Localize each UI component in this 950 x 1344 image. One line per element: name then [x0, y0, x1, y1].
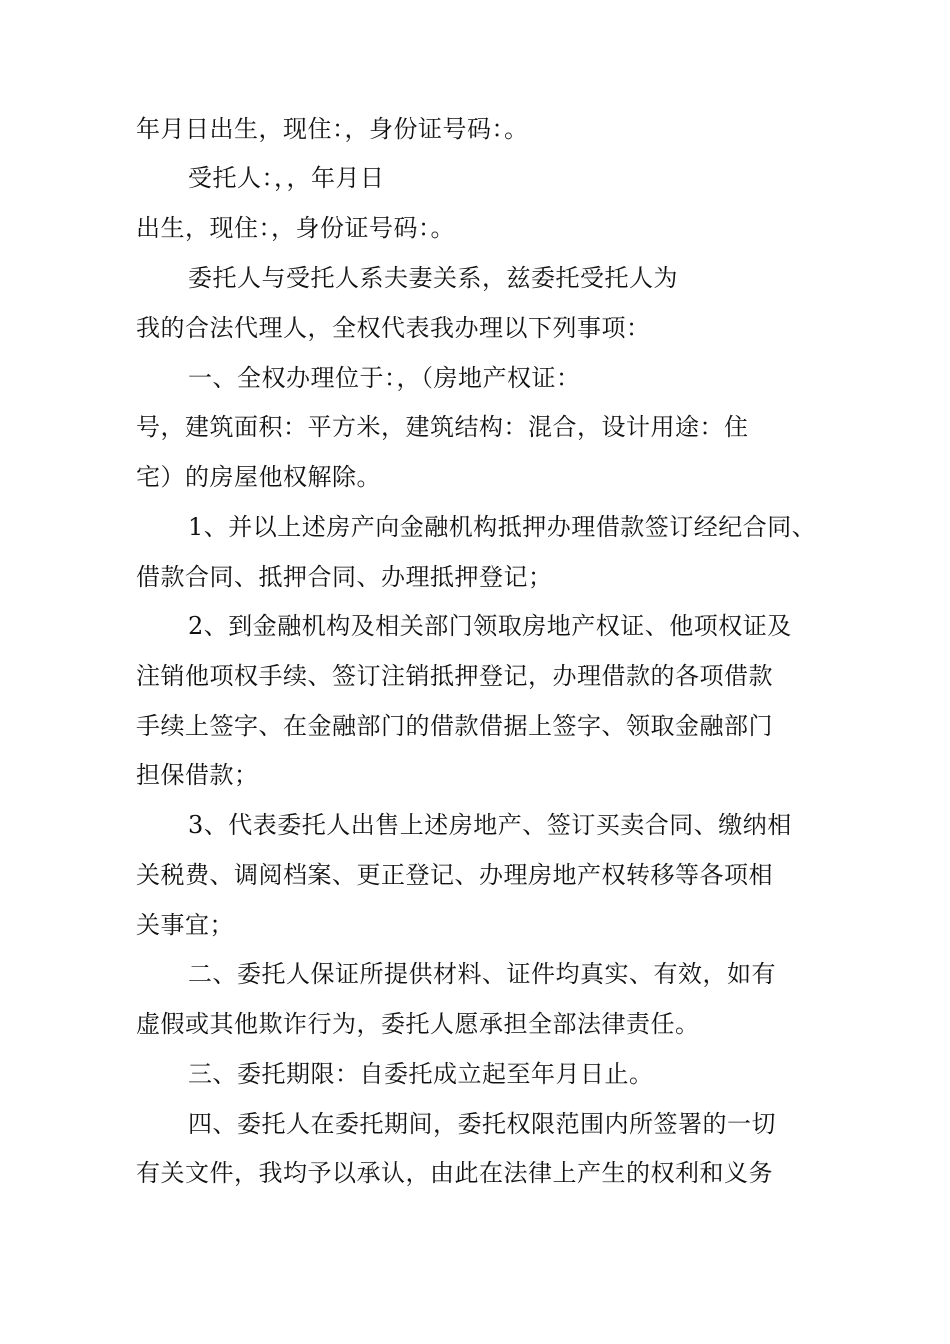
text-line-6: 一、全权办理位于：，（房地产权证： — [188, 364, 581, 392]
text-line-2: 受托人：，，年月日 — [188, 164, 385, 192]
text-line-16: 关税费、调阅档案、更正登记、办理房地产权转移等各项相 — [136, 861, 773, 889]
text-line-7: 号，建筑面积：平方米，建筑结构：混合，设计用途：住 — [136, 413, 749, 441]
text-line-11: 2、到金融机构及相关部门领取房地产权证、他项权证及 — [188, 612, 792, 640]
text-line-5: 我的合法代理人，全权代表我办理以下列事项： — [136, 314, 651, 342]
text-line-12: 注销他项权手续、签订注销抵押登记，办理借款的各项借款 — [136, 662, 773, 690]
text-line-21: 四、委托人在委托期间，委托权限范围内所签署的一切 — [188, 1110, 776, 1138]
text-line-4: 委托人与受托人系夫妻关系，兹委托受托人为 — [188, 264, 678, 292]
text-line-19: 虚假或其他欺诈行为，委托人愿承担全部法律责任。 — [136, 1010, 700, 1038]
text-line-18: 二、委托人保证所提供材料、证件均真实、有效，如有 — [188, 960, 776, 988]
text-line-8: 宅）的房屋他权解除。 — [136, 463, 381, 491]
text-line-17: 关事宜； — [136, 911, 234, 939]
text-line-10: 借款合同、抵押合同、办理抵押登记； — [136, 563, 553, 591]
text-line-22: 有关文件，我均予以承认，由此在法律上产生的权利和义务 — [136, 1159, 773, 1187]
text-line-3: 出生，现住：，身份证号码：。 — [136, 214, 455, 242]
text-line-1: 年月日出生，现住：，身份证号码：。 — [136, 115, 529, 143]
text-line-14: 担保借款； — [136, 761, 259, 789]
text-line-20: 三、委托期限：自委托成立起至年月日止。 — [188, 1060, 654, 1088]
text-line-9: 1、并以上述房产向金融机构抵押办理借款签订经纪合同、 — [188, 513, 817, 541]
text-line-15: 3、代表委托人出售上述房地产、签订买卖合同、缴纳相 — [188, 811, 792, 839]
text-line-13: 手续上签字、在金融部门的借款借据上签字、领取金融部门 — [136, 712, 773, 740]
